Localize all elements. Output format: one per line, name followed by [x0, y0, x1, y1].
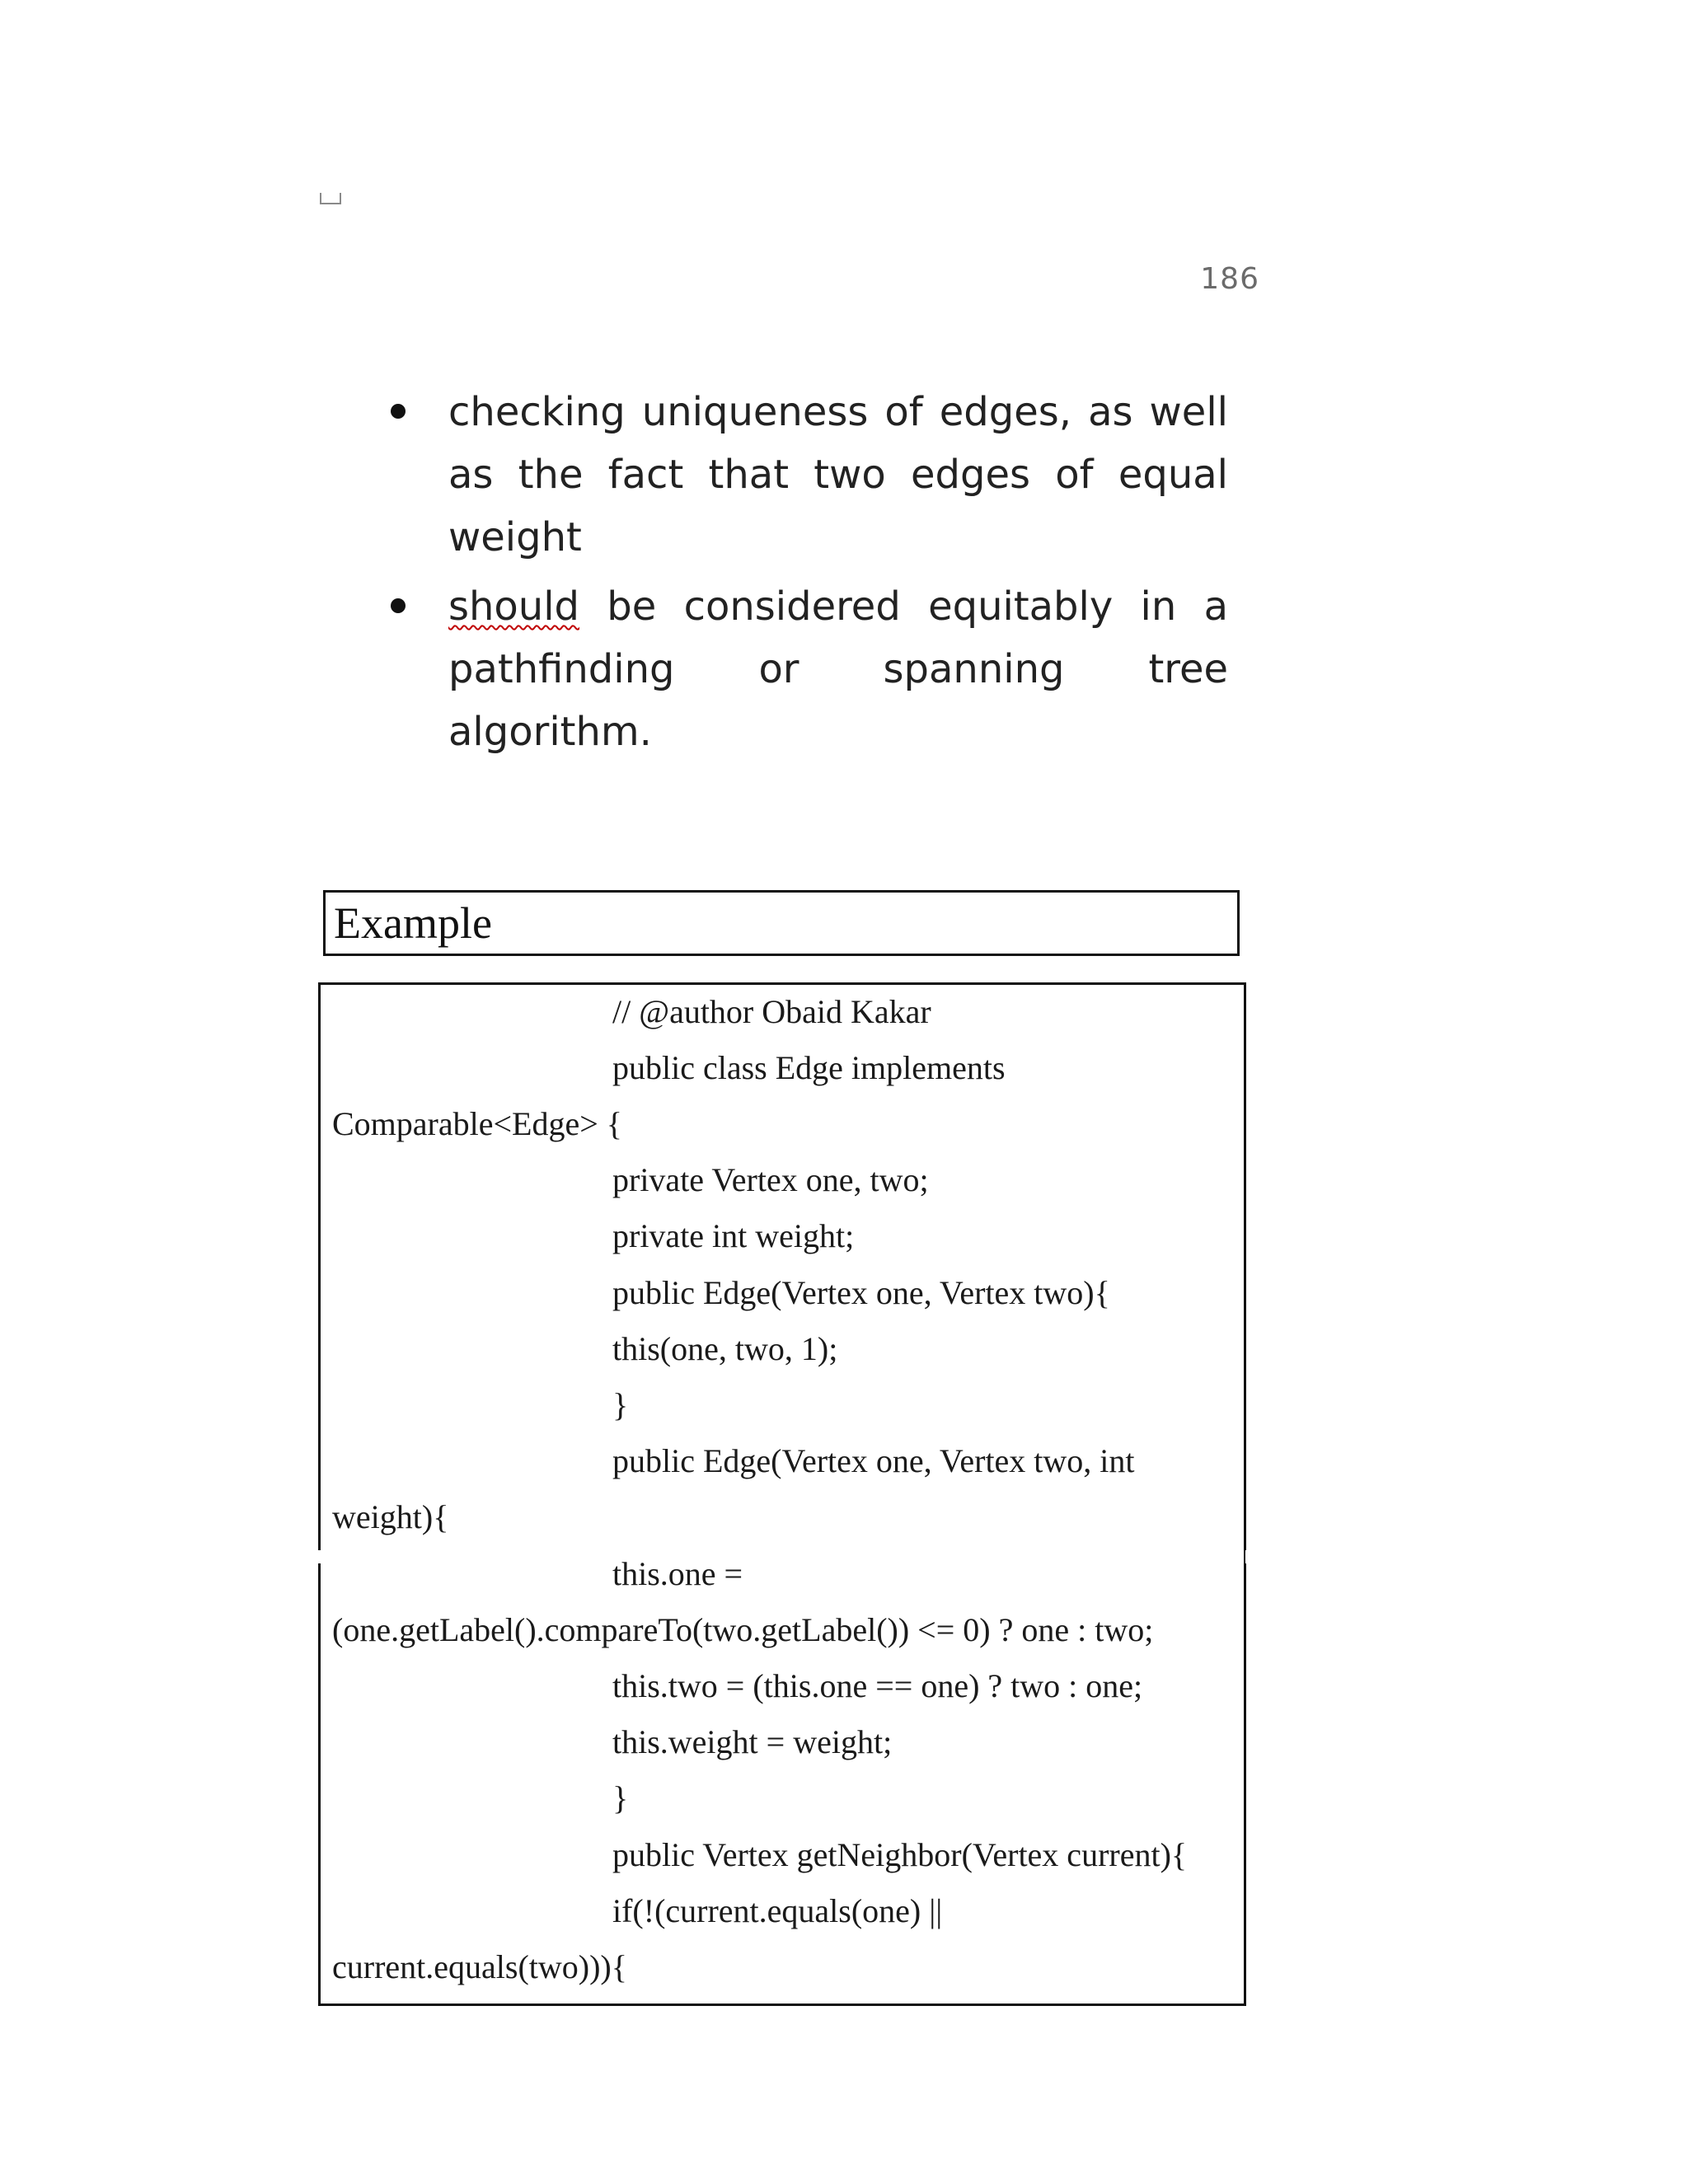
code-listing-box [318, 982, 1246, 2006]
bullet-dot-icon [391, 598, 406, 613]
page-corner-mark [320, 193, 341, 204]
code-line: public Vertex getNeighbor(Vertex current){ [612, 1836, 1188, 1873]
bullet-dot-icon [391, 404, 406, 419]
code-line: weight){ [332, 1498, 449, 1535]
example-label: Example [334, 898, 492, 948]
code-line: public Edge(Vertex one, Vertex two, int [612, 1442, 1135, 1479]
spellcheck-word: should [448, 583, 580, 630]
code-line: public class Edge implements [612, 1049, 1006, 1086]
code-line: private Vertex one, two; [612, 1161, 929, 1198]
bullet-list [387, 381, 1228, 770]
code-line: this.one = [612, 1555, 743, 1592]
bullet-text: be considered equitably in a pathfinding or spanning tree algorithm. [448, 583, 1228, 755]
page-number: 186 [1200, 262, 1259, 296]
code-line: this.weight = weight; [612, 1723, 893, 1760]
example-heading-box [323, 890, 1240, 956]
code-line: } [612, 1779, 629, 1816]
bullet-text: checking uniqueness of edges, as well as the fact that two edges of equal weight [448, 389, 1228, 560]
code-line: } [612, 1386, 629, 1423]
bullet-item [387, 575, 1228, 763]
code-line: Comparable<Edge> { [332, 1105, 622, 1142]
bullet-item [387, 381, 1228, 569]
code-line: this.two = (this.one == one) ? two : one; [612, 1667, 1143, 1704]
code-line: (one.getLabel().compareTo(two.getLabel()) <= 0) ? one : two; [332, 1611, 1154, 1648]
code-box-page-break [317, 1550, 1250, 1563]
code-line: this(one, two, 1); [612, 1330, 838, 1367]
code-line: if(!(current.equals(one) || [612, 1892, 943, 1929]
code-line: // @author Obaid Kakar [612, 993, 931, 1030]
code-line: private int weight; [612, 1217, 855, 1254]
code-line: current.equals(two))){ [332, 1948, 627, 1985]
code-line: public Edge(Vertex one, Vertex two){ [612, 1274, 1110, 1311]
